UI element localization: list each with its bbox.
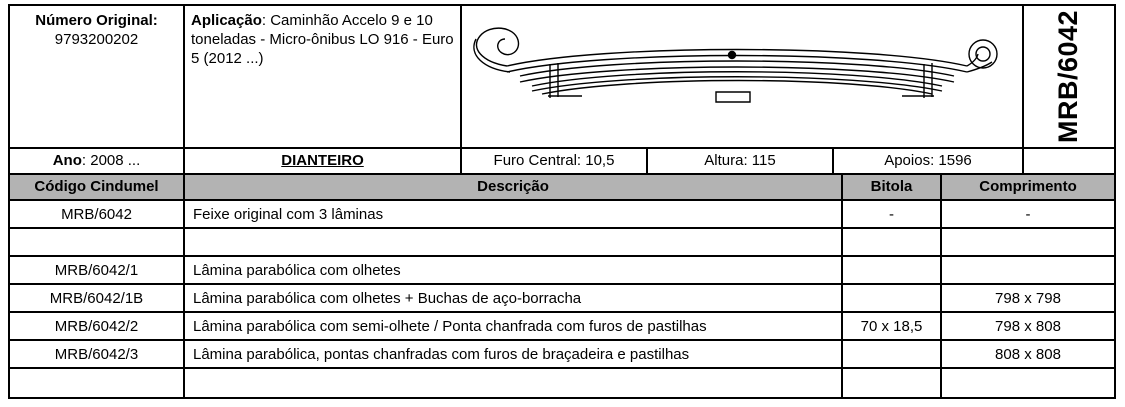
cell-code <box>10 369 185 397</box>
cell-description: Lâmina parabólica com olhetes <box>185 257 843 283</box>
cell-description <box>185 369 843 397</box>
cell-length <box>942 369 1114 397</box>
table-row <box>10 201 1114 229</box>
product-code: MRB/6042 <box>1053 9 1084 144</box>
original-number-cell <box>10 6 185 147</box>
column-header-length: Comprimento <box>979 178 1077 196</box>
table-row <box>10 369 1114 397</box>
cell-code: MRB/6042/1 <box>10 257 185 283</box>
cell-code: MRB/6042/3 <box>10 341 185 367</box>
cell-description: Lâmina parabólica com olhetes + Buchas de aço-borracha <box>185 285 843 311</box>
year-label: Ano <box>52 152 82 170</box>
center-hole-cell: Furo Central: 10,5 <box>462 149 648 173</box>
table-row <box>10 313 1114 341</box>
cell-description: Lâmina parabólica com semi-olhete / Ponta chanfrada com furos de pastilhas <box>185 313 843 339</box>
cell-length: - <box>1025 205 1031 223</box>
cell-code <box>10 229 185 255</box>
cell-code: MRB/6042/2 <box>10 313 185 339</box>
table-header-row <box>10 175 1114 201</box>
original-number-value: 9793200202 <box>54 30 139 48</box>
table-row <box>10 285 1114 313</box>
original-number-label: Número Original: <box>35 12 158 29</box>
application-label: Aplicação <box>191 12 262 29</box>
spec-row <box>10 149 1114 175</box>
table-row <box>10 229 1114 257</box>
cell-gauge <box>843 341 942 367</box>
top-info-row <box>10 6 1114 149</box>
column-header-description: Descrição <box>185 175 843 199</box>
cell-gauge: 70 x 18,5 <box>843 313 942 339</box>
cell-description: Lâmina parabólica, pontas chanfradas com furos de braçadeira e pastilhas <box>185 341 843 367</box>
spring-illustration-cell <box>462 6 1024 147</box>
column-header-gauge: Bitola <box>843 175 942 199</box>
application-cell <box>185 6 462 147</box>
cell-length: 798 x 798 <box>995 289 1061 307</box>
product-code-cell <box>1024 6 1114 147</box>
leaf-spring-icon <box>462 6 1018 149</box>
datasheet-grid <box>8 4 1116 399</box>
position-cell: DIANTEIRO <box>185 149 462 173</box>
table-body <box>10 201 1114 397</box>
table-row <box>10 341 1114 369</box>
cell-gauge <box>843 369 942 397</box>
table-row <box>10 257 1114 285</box>
column-header-code: Código Cindumel <box>10 175 185 199</box>
cell-gauge <box>843 257 942 283</box>
height-cell: Altura: 115 <box>648 149 834 173</box>
application-value: : Caminhão Accelo 9 e 10 toneladas - Micro-ônibus LO 916 - Euro 5 (2012 ...) <box>191 12 454 67</box>
supports-cell: Apoios: 1596 <box>834 149 1024 173</box>
year-value: : 2008 ... <box>81 152 141 170</box>
cell-length <box>942 229 1114 255</box>
cell-code: MRB/6042/1B <box>10 285 185 311</box>
cell-description <box>185 229 843 255</box>
cell-code: MRB/6042 <box>10 201 185 227</box>
cell-length <box>942 257 1114 283</box>
cell-gauge: - <box>843 201 942 227</box>
cell-length: 798 x 808 <box>995 317 1061 335</box>
cell-gauge <box>843 285 942 311</box>
spec-blank-cell <box>1024 149 1114 173</box>
year-cell <box>10 149 185 173</box>
cell-length: 808 x 808 <box>995 345 1061 363</box>
cell-gauge <box>843 229 942 255</box>
cell-description: Feixe original com 3 lâminas <box>185 201 843 227</box>
